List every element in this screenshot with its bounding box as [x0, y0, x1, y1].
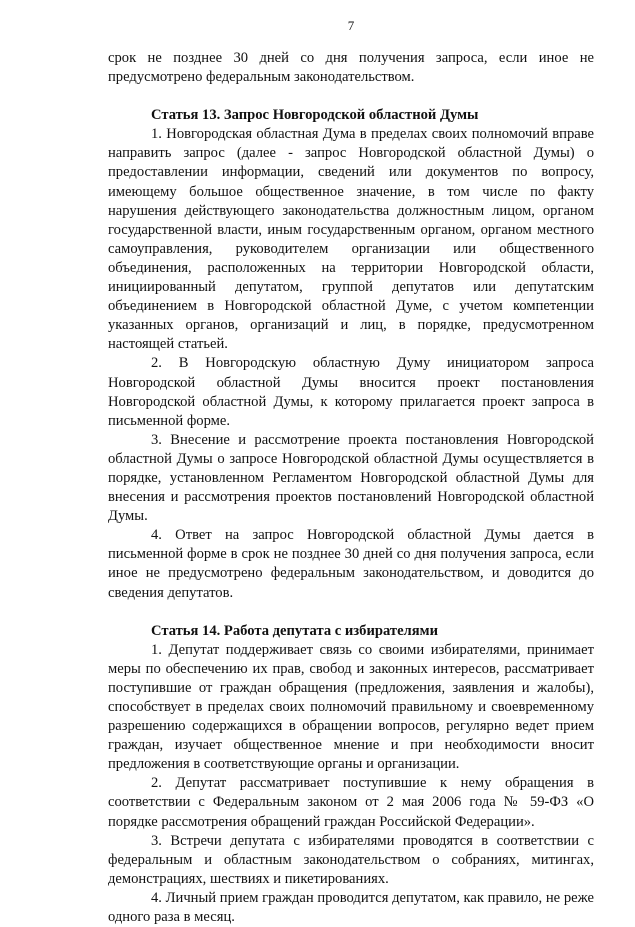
article-13-paragraph-1: 1. Новгородская областная Дума в пределах своих полномочий вправе направить запрос (далее - запрос Новгородской областной Думы) о предоставлении информации, сведений или документов по вопросу, имеющему большое общественное значение, в том числе по факту нарушения действующего законодательства должностным лицом, органом государственной власти, иным государственным органом, органом местного самоуправления, руководителем организации или общественного объединения, расположенных на территории Новгородской области, инициированный депутатом, группой депутатов или депутатским объединением в Новгородской областной Думе, с учетом компетенции указанных органов, организаций и лиц, в порядке, предусмотренном настоящей статьей.: [108, 126, 594, 353]
article-13-title: Статья 13. Запрос Новгородской областной Думы: [151, 107, 479, 124]
article-14: [108, 622, 594, 927]
intro-paragraph: срок не позднее 30 дней со дня получения запроса, если иное не предусмотрено федеральным законодательством.: [108, 50, 594, 86]
page-number: 7: [347, 18, 355, 33]
article-13-paragraph-4: 4. Ответ на запрос Новгородской областной Думы дается в письменной форме в срок не позднее 30 дней со дня получения запроса, если иное не предусмотрено федеральным законодательством, и доводится до сведения депутатов.: [108, 527, 594, 601]
article-14-title: Статья 14. Работа депутата с избирателями: [151, 622, 438, 639]
article-14-paragraph-3: 3. Встречи депутата с избирателями проводятся в соответствии с федеральным и областным законодательством о собраниях, митингах, демонстрациях, шествиях и пикетированиях.: [108, 832, 594, 887]
article-13: [108, 106, 594, 602]
article-14-paragraph-1: 1. Депутат поддерживает связь со своими избирателями, принимает меры по обеспечению их прав, свобод и законных интересов, рассматривает поступившие от граждан обращения (предложения, заявления и жалобы), способствует в пределах своих полномочий правильному и своевременному разрешению содержащихся в обращении вопросов, регулярно ведет прием граждан, изучает общественное мнение и при необходимости вносит предложения в соответствующие органы и организации.: [108, 641, 594, 773]
article-13-paragraph-2: 2. В Новгородскую областную Думу инициатором запроса Новгородской областной Думы вносится проект постановления Новгородской областной Думы, к которому прилагается проект запроса в письменной форме.: [108, 355, 594, 429]
article-13-paragraph-3: 3. Внесение и рассмотрение проекта постановления Новгородской областной Думы о запросе Новгородской областной Думы осуществляется в порядке, установленном Регламентом Новгородской областной Думы для внесения и рассмотрения проектов постановлений Новгородской областной Думы.: [108, 431, 594, 525]
article-14-paragraph-4: 4. Личный прием граждан проводится депутатом, как правило, не реже одного раза в месяц.: [108, 889, 594, 926]
article-14-paragraph-2: 2. Депутат рассматривает поступившие к нему обращения в соответствии с Федеральным законом от 2 мая 2006 года № 59-ФЗ «О порядке рассмотрения обращений граждан Российской Федерации».: [108, 775, 594, 830]
spacer: [108, 603, 594, 622]
spacer: [108, 87, 594, 106]
